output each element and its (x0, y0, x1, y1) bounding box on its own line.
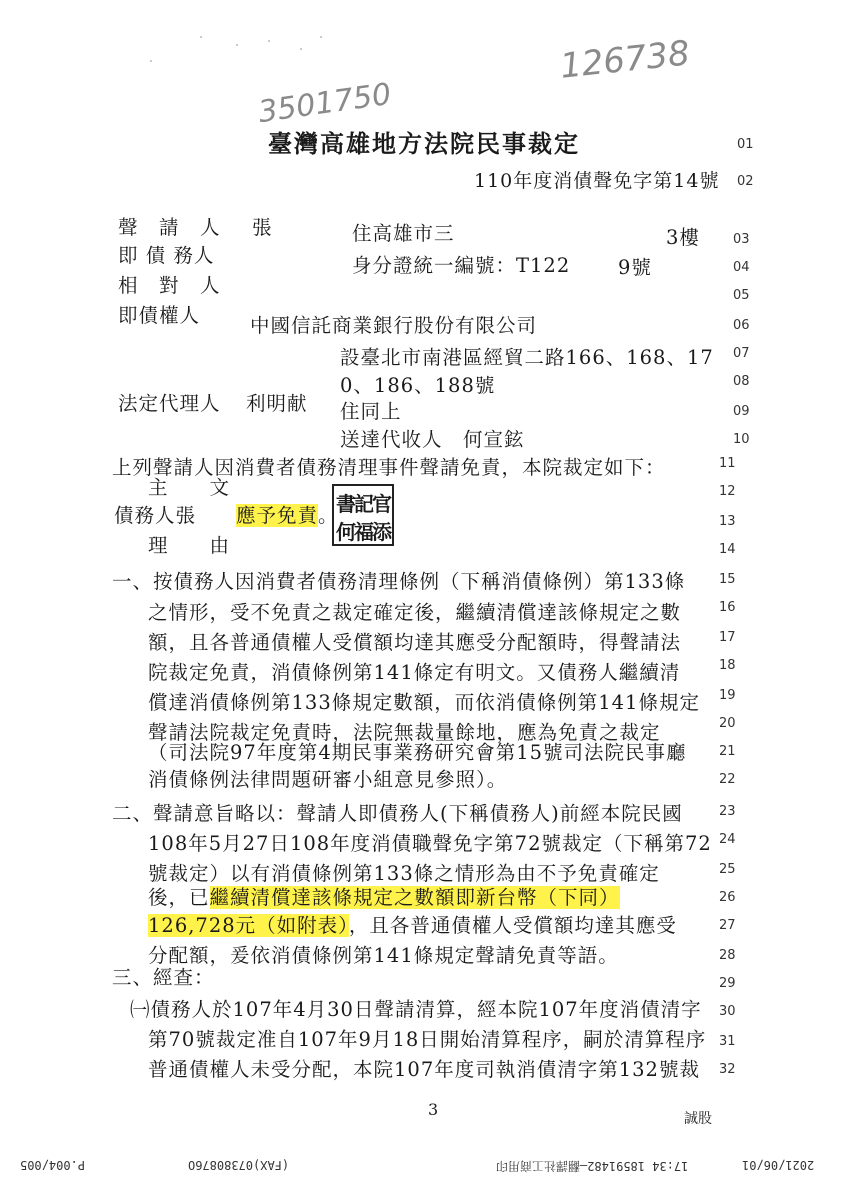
line-number: 29 (719, 976, 736, 991)
line-number: 26 (719, 890, 736, 905)
line-number: 16 (719, 600, 736, 615)
legal-rep-name: 利明献 (246, 392, 308, 415)
seal-char: 福 (354, 520, 374, 544)
paragraph-1-line: （司法院97年度第4期民事業務研究會第15號司法院民事廳 (148, 741, 687, 764)
line-number: 12 (719, 484, 736, 499)
line-number: 31 (719, 1034, 736, 1049)
creditor-address-line-2: 0、186、188號 (340, 374, 496, 397)
fax-number: (FAX)07380876O (188, 1158, 290, 1172)
paragraph-1-line: 額，且各普通債權人受償額均達其應受分配額時，得聲請法 (148, 631, 682, 654)
line-number: 32 (719, 1062, 736, 1077)
paragraph-2-line: 108年5月27日108年度消債職聲免字第72號裁定（下稱第72 (148, 832, 712, 855)
fax-page-count: P.004/005 (20, 1158, 86, 1172)
id-number-label: 身分證統一編號：T122 (352, 254, 571, 277)
handwritten-number-top-left: 3501750 (256, 76, 394, 131)
reason-heading: 理 由 (148, 534, 231, 557)
id-number-tail: 9號 (618, 256, 652, 279)
paragraph-3-line: 普通債權人未受分配，本院107年度司執消債清字第132號裁 (148, 1058, 700, 1081)
paragraph-2-line: 號裁定）以有消債條例第133條之情形為由不予免責確定 (148, 862, 660, 885)
paragraph-2-line: ，且各普通債權人受償額均達其應受 (348, 914, 677, 937)
service-agent: 送達代收人 何宣鉉 (340, 428, 525, 451)
document-title: 臺灣高雄地方法院民事裁定 (268, 129, 580, 158)
line-number: 09 (733, 404, 750, 419)
paragraph-2-line: 分配額，爰依消債條例第141條規定聲請免責等語。 (148, 944, 619, 967)
line-number: 19 (719, 688, 736, 703)
applicant-name: 張 (252, 216, 273, 239)
applicant-label: 聲 請 人 (118, 216, 221, 239)
paragraph-3-line: 第70號裁定准自107年9月18日開始清算程序，嗣於清算程序 (148, 1028, 707, 1051)
main-ruling-debtor: 債務人張 (114, 504, 197, 527)
clerk-seal-stamp (332, 484, 394, 546)
paragraph-1-line: 之情形，受不免責之裁定確定後，繼續清償達該條規定之數 (148, 601, 682, 624)
paragraph-3-line: ㈠債務人於107年4月30日聲請清算，經本院107年度消債清字 (130, 998, 702, 1021)
line-number: 28 (719, 948, 736, 963)
line-number: 13 (719, 514, 736, 529)
seal-char: 何 (336, 520, 356, 544)
line-number: 02 (737, 174, 754, 189)
highlighted-repayment-amount: 126,728元（如附表） (148, 914, 349, 937)
paragraph-1-line: 聲請法院裁定免責時，法院無裁量餘地，應為免責之裁定 (148, 721, 661, 744)
creditor-label: 即債權人 (118, 304, 201, 327)
seal-char: 書 (336, 492, 356, 516)
line-number: 04 (733, 260, 750, 275)
line-number: 10 (733, 432, 750, 447)
fax-datetime: 2021/06/01 (742, 1158, 815, 1172)
division-label: 誠股 (684, 1111, 712, 1127)
line-number: 17 (719, 630, 736, 645)
paragraph-2-line: 二、聲請意旨略以：聲請人即債務人(下稱債務人)前經本院民國 (112, 802, 683, 825)
intro-line: 上列聲請人因消費者債務清理事件聲請免責，本院裁定如下： (112, 456, 666, 479)
creditor-name: 中國信託商業銀行股份有限公司 (250, 314, 538, 337)
line-number: 06 (733, 318, 750, 333)
opposite-party-label: 相 對 人 (118, 274, 221, 297)
line-number: 01 (737, 137, 754, 152)
paragraph-1-line: 一、按債務人因消費者債務清理條例（下稱消債條例）第133條 (112, 570, 686, 593)
debtor-label: 即 債 務人 (118, 244, 215, 267)
applicant-address: 住高雄市三 (352, 222, 455, 245)
main-ruling-period: 。 (318, 504, 339, 527)
paragraph-3-heading: 三、經查： (112, 966, 215, 989)
line-number: 07 (733, 346, 750, 361)
seal-char: 官 (372, 492, 392, 516)
line-number: 21 (719, 744, 736, 759)
seal-char: 添 (372, 520, 392, 544)
handwritten-number-top-right: 126738 (558, 33, 692, 87)
line-number: 11 (719, 456, 736, 471)
line-number: 14 (719, 542, 736, 557)
seal-char: 記 (354, 492, 374, 516)
legal-rep-label: 法定代理人 (118, 392, 221, 415)
applicant-address-tail: 3樓 (666, 226, 700, 249)
main-ruling-text: 應予免責 (236, 504, 319, 527)
legal-rep-address: 住同上 (340, 400, 402, 423)
line-number: 25 (719, 862, 736, 877)
paragraph-1-line: 院裁定免責，消債條例第141條定有明文。又債務人繼續清 (148, 661, 681, 684)
line-number: 08 (733, 374, 750, 389)
page-number: 3 (428, 1100, 439, 1119)
line-number: 15 (719, 572, 736, 587)
line-number: 27 (719, 918, 736, 933)
highlighted-repayment-text: 繼續清償達該條規定之數額即新台幣（下同） (209, 886, 620, 909)
line-number: 03 (733, 232, 750, 247)
redaction-address (468, 218, 668, 242)
line-number: 05 (733, 288, 750, 303)
case-number: 110年度消債聲免字第14號 (474, 170, 720, 192)
line-number: 24 (719, 832, 736, 847)
line-number: 30 (719, 1004, 736, 1019)
line-number: 23 (719, 804, 736, 819)
line-number: 18 (719, 658, 736, 673)
paragraph-1-line: 償達消債條例第133條規定數額，而依消債條例第141條規定 (148, 691, 700, 714)
line-number: 20 (719, 716, 736, 731)
fax-sender: 17:34 18591482—翻譯社工商用印 (496, 1159, 689, 1173)
paragraph-1-line: 消債條例法律問題研審小組意見參照）。 (148, 768, 508, 791)
line-number: 22 (719, 772, 736, 787)
paragraph-2-line: 後，已 (148, 886, 210, 909)
main-heading: 主 文 (148, 476, 231, 499)
creditor-address-line-1: 設臺北市南港區經貿二路166、168、17 (340, 346, 714, 369)
